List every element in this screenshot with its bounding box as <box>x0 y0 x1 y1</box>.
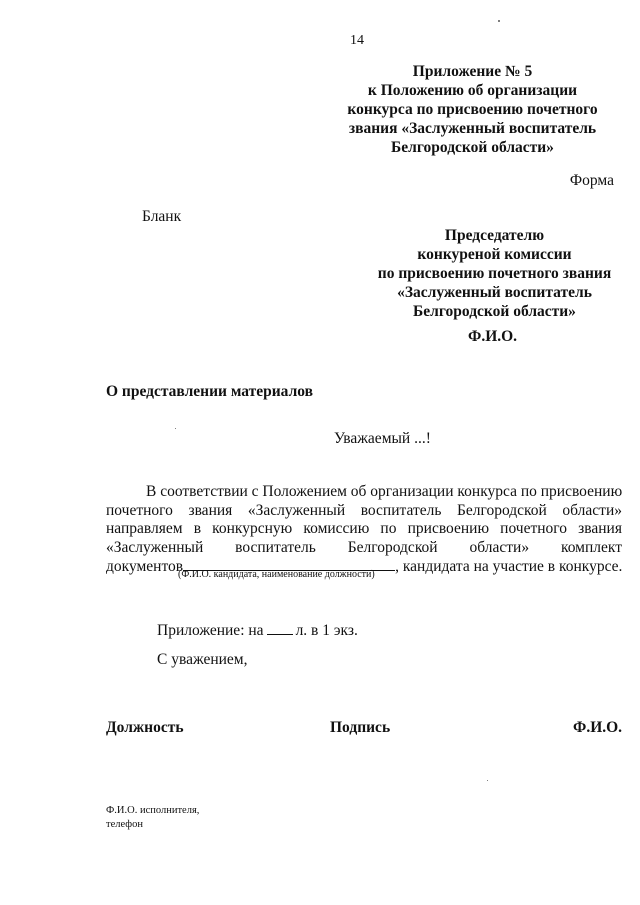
form-label: Форма <box>569 172 614 189</box>
signature-fio: Ф.И.О. <box>573 719 623 736</box>
appendix-line: конкурса по присвоению почетного <box>347 101 598 118</box>
body-line: «Заслуженный воспитатель Белгородской области» комплект <box>106 538 622 556</box>
body-line: В соответствии с Положением об организации конкурса по присвоению <box>146 483 623 500</box>
addressee-line: Белгородской области» <box>413 303 576 320</box>
scan-speck <box>175 428 176 429</box>
executor-name: Ф.И.О. исполнителя, <box>106 805 200 816</box>
closing-regards: С уважением, <box>157 651 248 668</box>
letter-body <box>106 483 622 577</box>
candidate-caption: (Ф.И.О. кандидата, наименование должности) <box>178 569 375 580</box>
signature-sign: Подпись <box>330 719 391 736</box>
addressee-block <box>352 226 637 321</box>
executor-block <box>106 804 199 832</box>
attachment-prefix: Приложение: на <box>157 622 264 639</box>
page-number: 14 <box>350 33 364 48</box>
body-documents-word: документов <box>106 558 184 575</box>
executor-phone: телефон <box>106 819 143 830</box>
attachment-suffix: л. в 1 экз. <box>295 622 358 639</box>
signature-position: Должность <box>106 719 184 736</box>
letter-greeting: Уважаемый ...! <box>334 430 431 447</box>
body-line: направляем в конкурсную комиссию по присвоению почетного звания <box>106 520 622 537</box>
addressee-line: конкуреной комиссии <box>417 246 572 263</box>
pages-blank-line <box>267 622 293 635</box>
addressee-fio: Ф.И.О. <box>468 328 518 345</box>
addressee-line: по присвоению почетного звания <box>377 265 612 282</box>
addressee-line: «Заслуженный воспитатель <box>397 284 592 301</box>
blank-label: Бланк <box>142 208 182 225</box>
appendix-line: к Положению об организации <box>367 82 578 99</box>
addressee-line: Председателю <box>444 227 545 244</box>
scan-speck <box>487 780 488 781</box>
appendix-line: звания «Заслуженный воспитатель <box>348 120 597 137</box>
scan-speck <box>498 20 500 22</box>
letter-subject: О представлении материалов <box>106 383 314 400</box>
body-line-end: , кандидата на участие в конкурсе. <box>395 558 623 575</box>
appendix-header <box>330 62 615 157</box>
appendix-line: Приложение № 5 <box>412 63 533 80</box>
appendix-line: Белгородской области» <box>391 139 554 156</box>
attachment-line <box>157 622 358 640</box>
body-line: почетного звания «Заслуженный воспитатель Белгородской области» <box>106 501 622 519</box>
